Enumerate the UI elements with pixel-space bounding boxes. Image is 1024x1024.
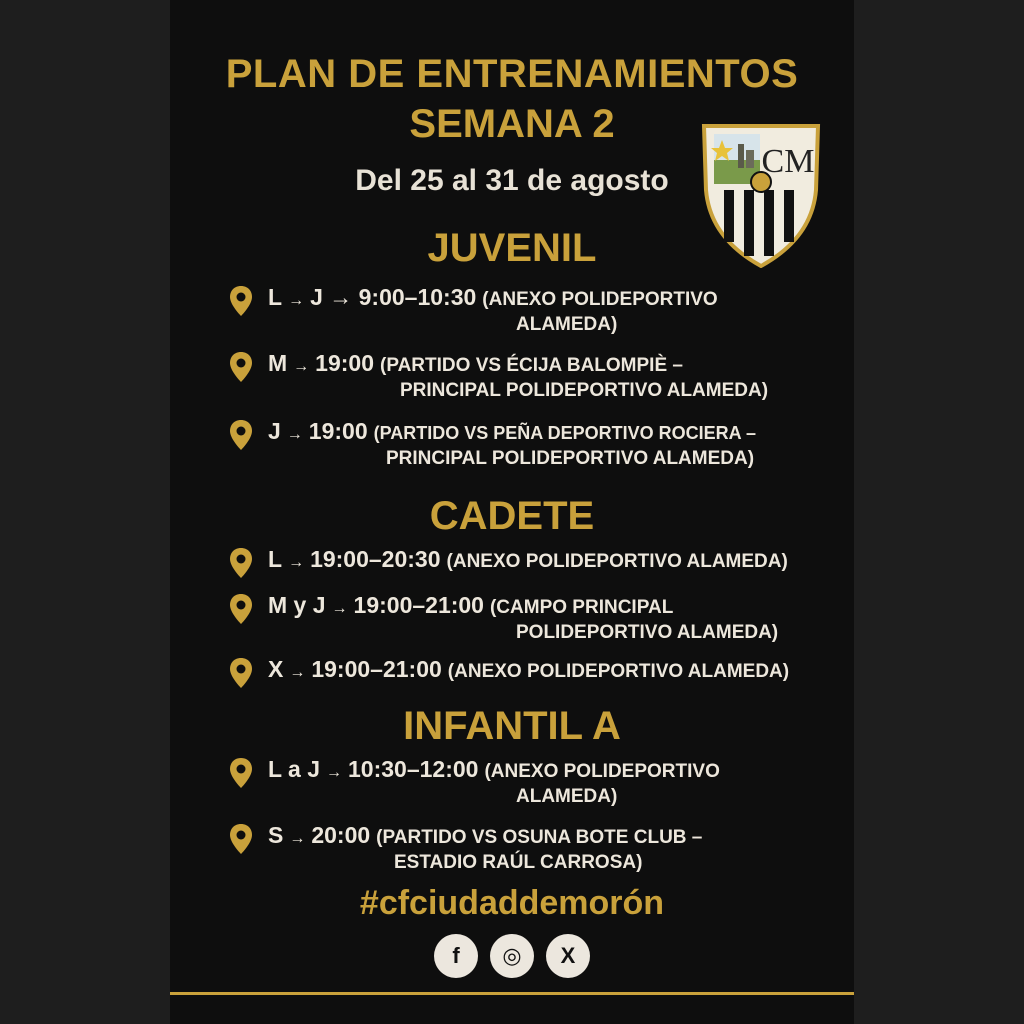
social-links bbox=[434, 934, 594, 978]
location-pin-icon bbox=[230, 824, 252, 854]
location-pin-icon bbox=[230, 548, 252, 578]
item-day: M bbox=[268, 350, 288, 376]
item-time: 19:00 bbox=[315, 350, 374, 376]
item-description: (ANEXO POLIDEPORTIVO ALAMEDA) bbox=[447, 661, 790, 682]
item-description-cont: PRINCIPAL POLIDEPORTIVO ALAMEDA) bbox=[386, 448, 755, 469]
item-description: (CAMPO PRINCIPAL bbox=[489, 597, 674, 618]
section-juvenil-heading: JUVENIL bbox=[427, 226, 597, 270]
item-description: (ANEXO POLIDEPORTIVO ALAMEDA) bbox=[446, 551, 788, 572]
item-description: (PARTIDO VS ÉCIJA BALOMPIÈ – bbox=[380, 355, 683, 376]
location-pin-icon bbox=[230, 658, 252, 688]
item-day: L a J bbox=[268, 756, 320, 782]
item-description-cont: ESTADIO RAÚL CARROSA) bbox=[394, 852, 643, 873]
item-time: 19:00–21:00 bbox=[353, 592, 484, 618]
item-time: J → 9:00–10:30 bbox=[310, 284, 477, 310]
location-pin-icon bbox=[230, 758, 252, 788]
title-line-1: PLAN DE ENTRENAMIENTOS bbox=[225, 52, 799, 96]
item-description-cont: POLIDEPORTIVO ALAMEDA) bbox=[516, 622, 779, 643]
item-description: (PARTIDO VS PEÑA DEPORTIVO ROCIERA – bbox=[373, 423, 757, 443]
item-description-cont: ALAMEDA) bbox=[516, 786, 618, 807]
section-infantil-a-heading: INFANTIL A bbox=[403, 704, 621, 748]
item-day: L bbox=[268, 284, 283, 310]
hashtag: #cfciudaddemorón bbox=[359, 884, 665, 922]
arrow-icon: → bbox=[293, 358, 310, 375]
item-time: 19:00 bbox=[308, 418, 368, 444]
location-pin-icon bbox=[230, 286, 252, 316]
item-description: (ANEXO POLIDEPORTIVO bbox=[482, 289, 718, 310]
item-time: 10:30–12:00 bbox=[348, 756, 479, 782]
arrow-icon: → bbox=[326, 764, 342, 781]
item-day: S bbox=[268, 822, 284, 848]
poster bbox=[170, 0, 854, 1024]
item-description: (PARTIDO VS OSUNA BOTE CLUB – bbox=[376, 827, 703, 848]
item-description: (ANEXO POLIDEPORTIVO bbox=[484, 761, 720, 782]
item-time: 19:00–21:00 bbox=[311, 656, 442, 682]
date-range: Del 25 al 31 de agosto bbox=[355, 164, 669, 197]
section-cadete-heading: CADETE bbox=[429, 494, 595, 538]
facebook-icon[interactable]: f bbox=[434, 934, 478, 978]
item-day: X bbox=[268, 656, 284, 682]
arrow-icon: → bbox=[286, 426, 303, 443]
location-pin-icon bbox=[230, 352, 252, 382]
location-pin-icon bbox=[230, 594, 252, 624]
title-line-2: SEMANA 2 bbox=[409, 102, 615, 146]
item-description-cont: ALAMEDA) bbox=[516, 314, 618, 335]
arrow-icon: → bbox=[289, 830, 306, 847]
x-icon[interactable]: X bbox=[546, 934, 590, 978]
item-day: L bbox=[268, 546, 283, 572]
arrow-icon: → bbox=[331, 600, 348, 617]
instagram-icon[interactable]: ◎ bbox=[490, 934, 534, 978]
item-day: M y J bbox=[268, 592, 326, 618]
location-pin-icon bbox=[230, 420, 252, 450]
arrow-icon: → bbox=[288, 292, 305, 309]
arrow-icon: → bbox=[288, 554, 305, 571]
item-time: 20:00 bbox=[311, 822, 371, 848]
item-description-cont: PRINCIPAL POLIDEPORTIVO ALAMEDA) bbox=[400, 380, 769, 401]
item-time: 19:00–20:30 bbox=[310, 546, 441, 572]
crest-letters: CM bbox=[761, 143, 815, 180]
bottom-divider bbox=[170, 992, 854, 995]
item-day: J bbox=[268, 418, 281, 444]
arrow-icon: → bbox=[289, 664, 306, 681]
